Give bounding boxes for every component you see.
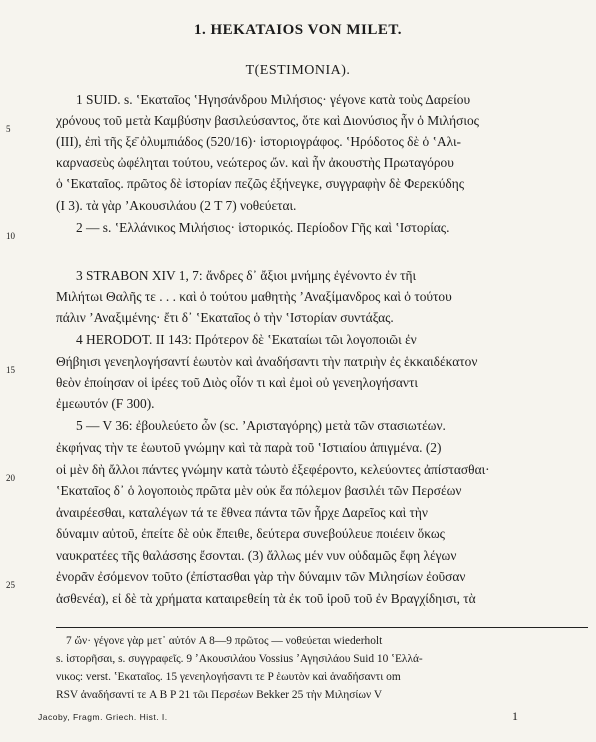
text-line: 3 STRABON XIV 1, 7: ἄνδρες δ᾽ ἄξιοι μνήμης ἐγένοντο ἐν τῆι xyxy=(76,268,417,283)
text-line: ʽΕκαταῖος δ᾽ ὁ λογοποιὸς πρῶτα μὲν οὐκ ἔα πόλεμον βασιλέι τῶν Περσέων xyxy=(56,483,462,498)
text-line: ἐκφήνας τὴν τε ἑωυτοῦ γνώμην καὶ τὰ παρὰ τοῦ ʽΙστιαίου ἀπιγμένα. (2) xyxy=(56,440,442,455)
text-line: Μιλήτωι Θαλῆς τε . . . καὶ ὁ τούτου μαθητὴς ʼΑναξίμανδρος καὶ ὁ τούτου xyxy=(56,289,452,304)
source-signature: Jacoby, Fragm. Griech. Hist. I. xyxy=(38,712,168,722)
text-line: ἀναιρέεσθαι, καταλέγων τά τε ἔθνεα πάντα τῶν ἦρχε Δαρεῖος καὶ τὴν xyxy=(56,505,428,520)
footnote-line: s. ἱστορῆσαι, s. συγγραφεῖς. 9 ʼΑκουσιλάου Vossius ʼΑγησιλάου Suid 10 ʽΕλλά- xyxy=(56,653,423,665)
section-subtitle: T(ESTIMONIA). xyxy=(245,63,351,78)
text-line: 5 — V 36: ἐβουλεύετο ὦν (sc. ʼΑρισταγόρης) μετὰ τῶν στασιωτέων. xyxy=(76,418,446,433)
text-line: ἀσθενέα), εἰ δὲ τὰ χρήματα καταιρεθείη τὰ ἐκ τοῦ ἱροῦ τοῦ ἐν Βραγχίδηισι, τὰ xyxy=(56,591,476,606)
text-line: ναυκρατέες τῆς θαλάσσης ἔσονται. (3) ἄλλως μέν νυν οὐδαμῶς ἔφη λέγων xyxy=(56,548,457,563)
text-line: (III), ἐπὶ τῆς ξε̄ ὀλυμπιάδος (520/16)· ἱστοριογράφος. ʽΗρόδοτος δὲ ὁ ʽΑλι- xyxy=(56,134,462,149)
text-line: οἱ μὲν δὴ ἄλλοι πάντες γνώμην κατὰ τὠυτὸ ἐξεφέροντο, κελεύοντες ἀπίστασθαι· xyxy=(56,462,490,477)
text-line: ὁ ʽΕκαταῖος. πρῶτος δὲ ἱστορίαν πεζῶς ἐξήνεγκε, συγγραφὴν δὲ Φερεκύδης xyxy=(56,176,465,191)
page-title: 1. HEKATAIOS VON MILET. xyxy=(193,22,403,38)
text-line: καρνασεὺς ὠφέληται τούτου, νεώτερος ὤν. καὶ ἦν ἀκουστὴς Πρωταγόρου xyxy=(56,155,454,170)
footnote-line: νικος: verst. ʽΕκαταῖος. 15 γενεηλογήσαντι τε P ἑωυτὸν καὶ ἀναδήσαντι om xyxy=(56,671,401,683)
text-line: πάλιν ʼΑναξιμένης· ἔτι δ᾽ ʽΕκαταῖος ὁ τὴν ʽΙστορίαν συντάξας. xyxy=(56,310,394,325)
text-line: (I 3). τὰ γὰρ ʼΑκουσιλάου (2 T 7) νοθεύεται. xyxy=(56,198,297,213)
footnote-divider xyxy=(56,627,588,628)
text-line: 2 — s. ʽΕλλάνικος Μιλήσιος· ἱστορικός. Περίοδον Γῆς καὶ ʽΙστορίας. xyxy=(76,220,450,235)
text-line: ἐμεωυτόν (F 300). xyxy=(56,396,155,411)
line-number: 25 xyxy=(6,580,15,590)
line-number: 5 xyxy=(6,124,11,134)
line-number: 15 xyxy=(6,365,15,375)
page-number: 1 xyxy=(512,709,518,723)
text-line: δύναμιν αὐτοῦ, ἐπείτε δὲ οὐκ ἔπειθε, δεύτερα συνεβούλευε ποιέειν ὅκως xyxy=(56,526,445,541)
line-number: 20 xyxy=(6,473,15,483)
text-line: Θήβηισι γενεηλογήσαντί ἑωυτὸν καὶ ἀναδήσαντι τὴν πατριὴν ἐς ἑκκαιδέκατον xyxy=(56,354,478,369)
footnote-line: RSV ἀναδήσαντί τε A B P 21 τῶι Περσέων Bekker 25 τὴν Μιλησίων V xyxy=(56,689,383,701)
footnote-line: 7 ὤν· γέγονε γὰρ μετ᾽ αὐτόν A 8—9 πρῶτος — νοθεύεται wiederholt xyxy=(66,635,383,647)
text-line: ἐνορᾶν ἐσόμενον τοῦτο (ἐπίστασθαι γὰρ τὴν δύναμιν τῶν Μιλησίων ἐοῦσαν xyxy=(56,569,466,584)
line-number: 10 xyxy=(6,231,15,241)
text-line: 4 HERODOT. II 143: Πρότερον δὲ ʽΕκαταίωι τῶι λογοποιῶι ἐν xyxy=(76,332,417,347)
text-line: 1 SUID. s. ʽΕκαταῖος ʽΗγησάνδρου Μιλήσιος· γέγονε κατὰ τοὺς Δαρείου xyxy=(76,92,471,107)
text-line: χρόνους τοῦ μετὰ Καμβύσην βασιλεύσαντος, ὅτε καὶ Διονύσιος ἦν ὁ Μιλήσιος xyxy=(56,113,479,128)
text-line: θεὸν ἐποίησαν οἱ ἱρέες τοῦ Διὸς οἷόν τι καὶ ἐμοὶ οὐ γενεηλογήσαντι xyxy=(56,375,418,390)
